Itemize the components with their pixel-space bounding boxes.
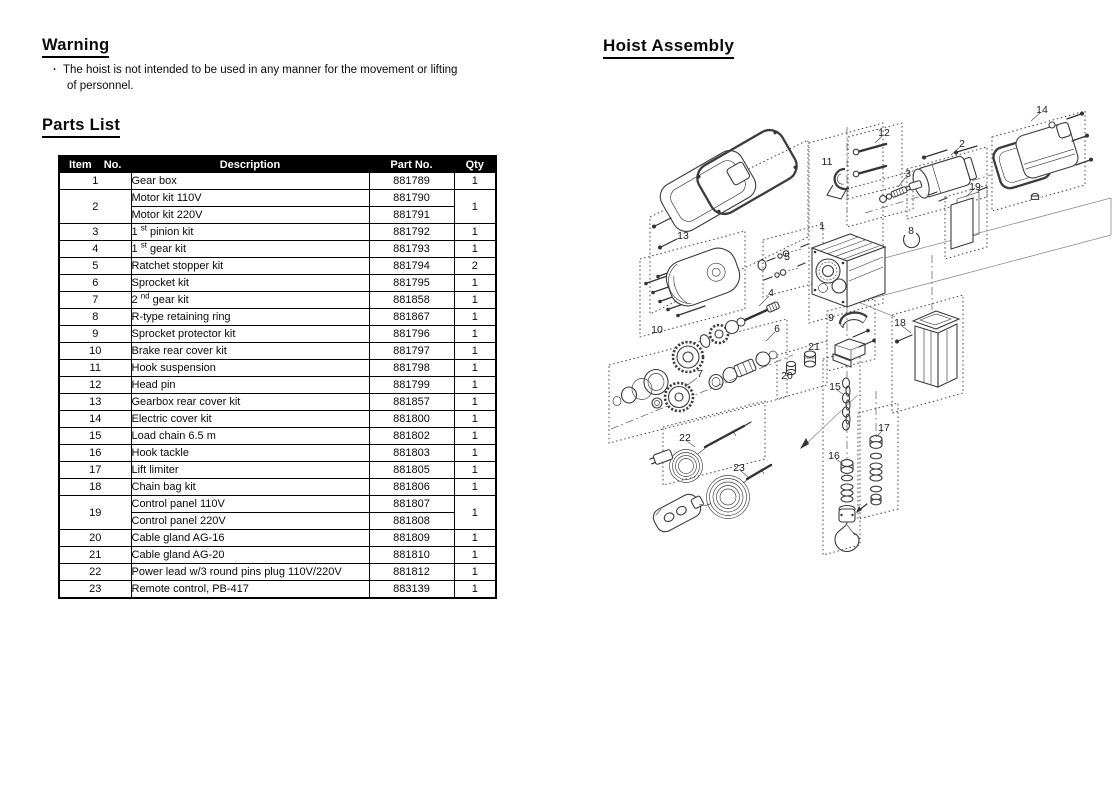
part-14-electric-cover bbox=[991, 112, 1093, 200]
part-17-lift-limiter bbox=[856, 436, 882, 513]
cell-description: Cable gland AG-20 bbox=[131, 547, 369, 564]
cell-qty: 1 bbox=[454, 173, 496, 190]
header-item-no: Item No. bbox=[59, 156, 131, 173]
cell-qty: 1 bbox=[454, 292, 496, 309]
part-23-remote-control bbox=[650, 465, 771, 535]
cell-qty: 1 bbox=[454, 309, 496, 326]
cell-part-no: 883139 bbox=[369, 581, 454, 599]
cell-qty: 1 bbox=[454, 394, 496, 411]
cell-part-no: 881812 bbox=[369, 564, 454, 581]
header-description: Description bbox=[131, 156, 369, 173]
table-row bbox=[59, 496, 496, 513]
parts-table-body bbox=[59, 173, 496, 599]
part-11-hook-suspension bbox=[827, 169, 849, 199]
cell-part-no: 881791 bbox=[369, 207, 454, 224]
cell-item-no: 19 bbox=[59, 496, 131, 530]
cell-part-no: 881803 bbox=[369, 445, 454, 462]
cell-item-no: 12 bbox=[59, 377, 131, 394]
cell-part-no: 881789 bbox=[369, 173, 454, 190]
part-16-hook-tackle bbox=[835, 460, 859, 552]
cell-qty: 1 bbox=[454, 224, 496, 241]
table-row bbox=[59, 241, 496, 258]
part-1-gear-box bbox=[812, 234, 885, 307]
cell-description: 1 $^{st}$ pinion kit bbox=[131, 224, 369, 241]
cell-part-no: 881802 bbox=[369, 428, 454, 445]
cell-description: Ratchet stopper kit bbox=[131, 258, 369, 275]
table-row bbox=[59, 411, 496, 428]
part-label-15: 15 bbox=[829, 381, 841, 393]
table-row bbox=[59, 428, 496, 445]
cell-part-no: 881809 bbox=[369, 530, 454, 547]
cell-item-no: 23 bbox=[59, 581, 131, 599]
part-19-control-panel bbox=[951, 187, 987, 249]
cell-part-no: 881798 bbox=[369, 360, 454, 377]
parts-list-heading: Parts List bbox=[42, 116, 120, 138]
cell-item-no: 15 bbox=[59, 428, 131, 445]
parts-table bbox=[58, 155, 497, 599]
part-label-6: 6 bbox=[774, 323, 780, 335]
part-label-2: 2 bbox=[959, 138, 965, 150]
table-row bbox=[59, 462, 496, 479]
cell-qty: 1 bbox=[454, 530, 496, 547]
cell-qty: 1 bbox=[454, 445, 496, 462]
cell-qty: 1 bbox=[454, 462, 496, 479]
cell-part-no: 881807 bbox=[369, 496, 454, 513]
cell-description: Lift limiter bbox=[131, 462, 369, 479]
part-9-sprocket-protector bbox=[833, 313, 876, 367]
table-row bbox=[59, 173, 496, 190]
table-row bbox=[59, 343, 496, 360]
table-row bbox=[59, 309, 496, 326]
cell-item-no: 17 bbox=[59, 462, 131, 479]
warning-text-line1: The hoist is not intended to be used in any manner for the movement or lifting bbox=[63, 64, 458, 76]
part-label-13: 13 bbox=[677, 230, 689, 242]
cell-part-no: 881800 bbox=[369, 411, 454, 428]
table-row bbox=[59, 224, 496, 241]
cell-description: Power lead w/3 round pins plug 110V/220V bbox=[131, 564, 369, 581]
cell-description: Motor kit 110V bbox=[131, 190, 369, 207]
cell-description: Gear box bbox=[131, 173, 369, 190]
cell-qty: 1 bbox=[454, 411, 496, 428]
part-10-brake-rear-cover bbox=[644, 243, 766, 317]
part-2-motor bbox=[905, 146, 978, 201]
cell-item-no: 1 bbox=[59, 173, 131, 190]
cell-qty: 1 bbox=[454, 326, 496, 343]
cell-description: Chain bag kit bbox=[131, 479, 369, 496]
cell-qty: 1 bbox=[454, 241, 496, 258]
cell-qty: 1 bbox=[454, 343, 496, 360]
part-label-22: 22 bbox=[679, 432, 691, 444]
part-label-17: 17 bbox=[878, 422, 890, 434]
cell-description: Hook suspension bbox=[131, 360, 369, 377]
cell-item-no: 16 bbox=[59, 445, 131, 462]
header-part-no: Part No. bbox=[369, 156, 454, 173]
cell-part-no: 881790 bbox=[369, 190, 454, 207]
cell-description: Electric cover kit bbox=[131, 411, 369, 428]
cell-item-no: 14 bbox=[59, 411, 131, 428]
cell-qty: 1 bbox=[454, 275, 496, 292]
table-row bbox=[59, 547, 496, 564]
warning-heading: Warning bbox=[42, 36, 109, 58]
cell-part-no: 881799 bbox=[369, 377, 454, 394]
cell-part-no: 881810 bbox=[369, 547, 454, 564]
cell-description: Sprocket kit bbox=[131, 275, 369, 292]
cell-part-no: 881792 bbox=[369, 224, 454, 241]
cell-description: Load chain 6.5 m bbox=[131, 428, 369, 445]
cell-item-no: 8 bbox=[59, 309, 131, 326]
cell-qty: 2 bbox=[454, 258, 496, 275]
part-6-sprocket-kit bbox=[709, 351, 777, 390]
cell-qty: 1 bbox=[454, 360, 496, 377]
assembly-diagram bbox=[595, 95, 1117, 600]
part-label-12: 12 bbox=[878, 127, 890, 139]
cell-item-no: 21 bbox=[59, 547, 131, 564]
part-4-first-gear-kit bbox=[699, 301, 780, 348]
cell-description: Control panel 110V bbox=[131, 496, 369, 513]
cell-item-no: 5 bbox=[59, 258, 131, 275]
cell-description: 1 $^{st}$ gear kit bbox=[131, 241, 369, 258]
cell-part-no: 881795 bbox=[369, 275, 454, 292]
part-3-pinion-kit bbox=[880, 184, 914, 202]
part-12-head-pins bbox=[853, 144, 886, 177]
header-qty: Qty bbox=[454, 156, 496, 173]
cell-part-no: 881794 bbox=[369, 258, 454, 275]
table-row bbox=[59, 479, 496, 496]
cell-description: Head pin bbox=[131, 377, 369, 394]
cell-item-no: 13 bbox=[59, 394, 131, 411]
cell-item-no: 2 bbox=[59, 190, 131, 224]
cell-description: Hook tackle bbox=[131, 445, 369, 462]
cell-part-no: 881858 bbox=[369, 292, 454, 309]
part-label-3: 3 bbox=[905, 168, 911, 180]
cell-qty: 1 bbox=[454, 547, 496, 564]
table-row bbox=[59, 445, 496, 462]
cell-item-no: 9 bbox=[59, 326, 131, 343]
cell-qty: 1 bbox=[454, 479, 496, 496]
part-label-4: 4 bbox=[768, 287, 774, 299]
cell-qty: 1 bbox=[454, 428, 496, 445]
table-row bbox=[59, 326, 496, 343]
table-row bbox=[59, 377, 496, 394]
cell-qty: 1 bbox=[454, 581, 496, 599]
cell-part-no: 881806 bbox=[369, 479, 454, 496]
cell-part-no: 881808 bbox=[369, 513, 454, 530]
table-row bbox=[59, 360, 496, 377]
cell-qty: 1 bbox=[454, 377, 496, 394]
cell-qty: 1 bbox=[454, 190, 496, 224]
cell-part-no: 881805 bbox=[369, 462, 454, 479]
hoist-assembly-heading: Hoist Assembly bbox=[603, 36, 734, 59]
cell-description: Sprocket protector kit bbox=[131, 326, 369, 343]
part-label-19: 19 bbox=[969, 181, 981, 193]
cell-description: Gearbox rear cover kit bbox=[131, 394, 369, 411]
cell-item-no: 3 bbox=[59, 224, 131, 241]
cell-part-no: 881867 bbox=[369, 309, 454, 326]
cell-item-no: 18 bbox=[59, 479, 131, 496]
cell-item-no: 20 bbox=[59, 530, 131, 547]
part-label-14: 14 bbox=[1036, 104, 1048, 116]
part-label-8: 8 bbox=[908, 225, 914, 237]
warning-bullet bbox=[53, 63, 523, 94]
parts-table-header bbox=[59, 156, 496, 173]
part-label-18: 18 bbox=[894, 317, 906, 329]
cell-qty: 1 bbox=[454, 564, 496, 581]
cell-description: R-type retaining ring bbox=[131, 309, 369, 326]
cell-part-no: 881793 bbox=[369, 241, 454, 258]
table-row bbox=[59, 292, 496, 309]
table-row bbox=[59, 275, 496, 292]
cell-description: Cable gland AG-16 bbox=[131, 530, 369, 547]
arrowhead bbox=[800, 438, 809, 449]
part-label-10: 10 bbox=[651, 324, 663, 336]
part-label-20: 20 bbox=[781, 370, 793, 382]
cell-item-no: 11 bbox=[59, 360, 131, 377]
cell-item-no: 22 bbox=[59, 564, 131, 581]
table-row bbox=[59, 530, 496, 547]
part-label-1: 1 bbox=[819, 220, 825, 232]
part-label-23: 23 bbox=[733, 462, 745, 474]
table-row bbox=[59, 394, 496, 411]
table-row bbox=[59, 564, 496, 581]
cell-item-no: 7 bbox=[59, 292, 131, 309]
part-label-7: 7 bbox=[697, 368, 703, 380]
table-row bbox=[59, 581, 496, 599]
table-row bbox=[59, 258, 496, 275]
cell-qty: 1 bbox=[454, 496, 496, 530]
part-13-gearbox-rear-cover bbox=[652, 125, 802, 270]
warning-text-line2: of personnel. bbox=[67, 79, 134, 92]
cell-description: Brake rear cover kit bbox=[131, 343, 369, 360]
cell-description: Control panel 220V bbox=[131, 513, 369, 530]
part-label-9: 9 bbox=[828, 312, 834, 324]
cell-part-no: 881796 bbox=[369, 326, 454, 343]
table-row bbox=[59, 190, 496, 207]
cell-item-no: 10 bbox=[59, 343, 131, 360]
cell-item-no: 4 bbox=[59, 241, 131, 258]
cell-description: Remote control, PB-417 bbox=[131, 581, 369, 599]
cell-description: Motor kit 220V bbox=[131, 207, 369, 224]
part-label-5: 5 bbox=[784, 251, 790, 263]
cell-part-no: 881797 bbox=[369, 343, 454, 360]
part-label-11: 11 bbox=[821, 156, 833, 168]
cell-item-no: 6 bbox=[59, 275, 131, 292]
part-label-21: 21 bbox=[808, 341, 820, 353]
bullet-icon: · bbox=[53, 64, 57, 76]
cell-part-no: 881857 bbox=[369, 394, 454, 411]
part-label-16: 16 bbox=[828, 450, 840, 462]
cell-description: 2 $^{nd}$ gear kit bbox=[131, 292, 369, 309]
